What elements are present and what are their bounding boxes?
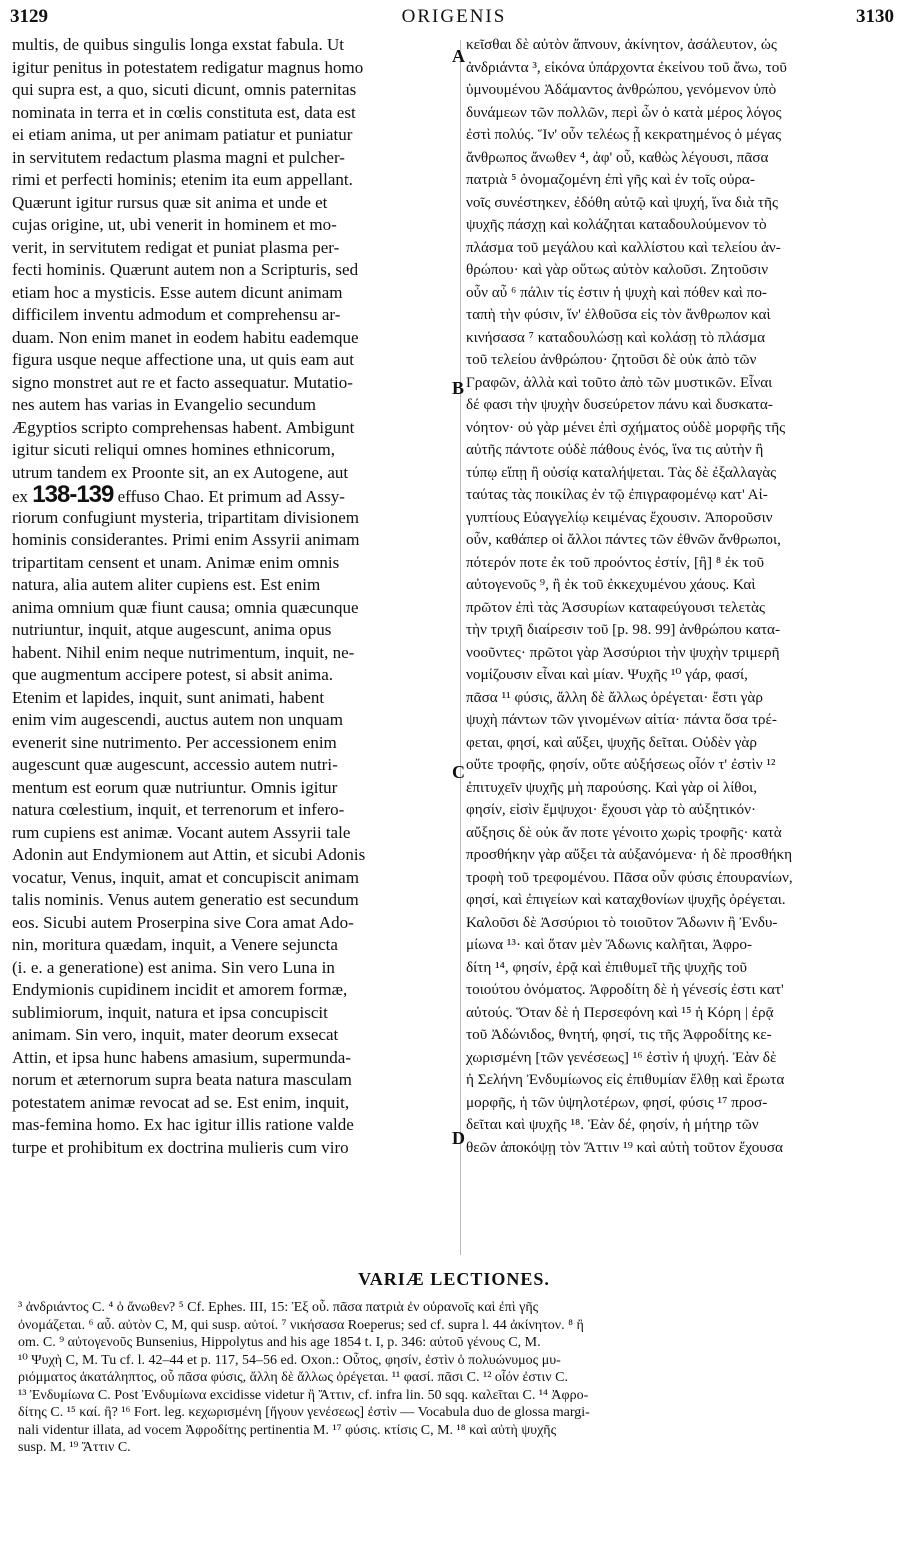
text-line: cujas origine, ut, ubi venerit in hominem et mo- [12,215,337,234]
text-line: ³ ἀνδριάντος C. ⁴ ὁ ἄνωθεν? ⁵ Cf. Ephes. III, 15: Ἐξ οὗ. πᾶσα πατριὰ ἐν οὐρανοῖς καὶ ἐπὶ γῆς [18,1300,539,1315]
text-line: ὀνομάζεται. ⁶ αὖ. αὐτὸν C, M, qui susp. αὐτοί. ⁷ νικήσασα Roeperus; sed cf. supra l. 44 ἀκίνητον. ⁸ ἢ [18,1317,584,1333]
text-line: animam. Sin vero, inquit, mater deorum exsecat [12,1025,339,1044]
text-line: que augmentum accipere potest, si absit anima. [12,665,334,684]
text-line: νοοῦντες· πρῶτοι γὰρ Ἀσσύριοι τὴν ψυχὴν τριμερῆ [466,643,780,661]
text-line: figura usque neque affectione una, ut quis eam aut [12,350,354,369]
text-line: ἡ Σελήνη Ἐνδυμίωνος εἰς ἐπιθυμίαν ἔλθῃ καὶ ἔρωτα [466,1071,785,1088]
text-line: ταύτας τὰς ποικίλας ἐν τῷ ἐπιγραφομένῳ κατ' Αἰ- [466,486,768,503]
text-line: ἄνθρωπος ἄνωθεν ⁴, ἀφ' οὗ, καθὼς λέγουσι, πᾶσα [466,148,769,166]
text-line: Quærunt igitur rursus quæ sit anima et unde et [12,192,328,212]
text-line: augescunt quæ augescunt, accessio autem nutri- [12,755,338,774]
text-line: πατριὰ ⁵ ὀνομαζομένη ἐπὶ γῆς καὶ ἐν τοῖς οὐρα- [466,171,755,188]
left-page-number: 3129 [10,6,48,27]
text-line: signo monstret aut re et facto assequatur. Mutatio- [12,372,353,392]
text-line: ἐστὶ πολύς. Ἵν' οὖν τελέως ᾖ κεκρατημένος ὁ μέγας [466,126,782,143]
text-line: ὑμνουμένου Ἀδάμαντος ἀνθρώπου, γενόμενον ὑπὸ [466,81,777,98]
text-line: τὴν τριχῆ διαίρεσιν τοῦ [p. 98. 99] ἀνθρώπου κατα- [466,621,781,638]
notes-title: VARIÆ LECTIONES. [358,1269,550,1289]
text-line: nin, moritura quædam, inquit, a Venere sejuncta [12,935,338,954]
section-marker-b: B [452,378,465,398]
text-line: (i. e. a generatione) est anima. Sin vero Luna in [12,957,335,977]
text-line: anima omnium quæ fiunt causa; omnia quæcunque [12,597,359,617]
text-line: Γραφῶν, ἀλλὰ καὶ τοῦτο ἀπὸ τῶν μυστικῶν. Εἶναι [466,373,773,391]
text-line: θεῶν ἀποκόψῃ τὸν Ἄττιν ¹⁹ καὶ αὐτὴ τοῦτον ἔχουσα [466,1138,783,1156]
text-line: tripartitam censent et unam. Animæ enim omnis [12,552,340,572]
text-line: δίτης C. ¹⁵ καί. ἢ? ¹⁶ Fort. leg. κεχωρισμένη [ἤγουν γενέσεως] ἐστὶν — Vocabula duo de glossa margi- [18,1405,590,1420]
text-line: θρώπου· καὶ γὰρ οὕτως αὐτὸν καλοῦσι. Ζητοῦσιν [466,261,769,278]
text-line: rum cupiens est animæ. Vocant autem Assyrii tale [12,822,351,842]
text-line: natura, alia autem aliter cupiens est. Est enim [12,575,321,594]
text-line: γυπτίους Εὐαγγελίῳ κειμένας ἔχουσιν. Ἀποροῦσιν [466,508,773,526]
text-line: αὐτογενοῦς ⁹, ἢ ἐκ τοῦ ἐκκεχυμένου χάους. Καὶ [466,576,756,593]
text-line: nes autem has varias in Evangelio secundum [12,395,317,414]
text-line: πᾶσα ¹¹ φύσις, ἄλλη δὲ ἄλλως ὀρέγεται· ἔστι γὰρ [466,688,763,706]
text-line: οὔτε τροφῆς, φησίν, οὔτε αὐξήσεως οἷόν τ' ἐστὶν ¹² [466,756,776,773]
text-line: ψυχὴ πάντων τῶν γινομένων αἰτία· πάντα ὅσα τρέ- [466,711,777,728]
text-line: duam. Non enim manet in eodem habitu eademque [12,327,359,347]
text-line: natura cœlestium, inquit, et terrenorum et infero- [12,800,345,819]
text-line: νόητον· οὐ γὰρ μένει ἐπὶ σχήματος οὐδὲ μορφῆς τῆς [466,418,786,436]
text-line: utrum tandem ex Proonte sit, an ex Autogene, aut [12,462,349,482]
text-line: δέ φασι τὴν ψυχὴν δυσεύρετον πάνυ καὶ δυσκατα- [466,396,773,413]
text-line: Endymionis cupidinem incidit et amorem formæ, [12,980,348,999]
text-line: ἐπιτυχεῖν ψυχῆς μὴ παρούσης. Καὶ γὰρ οἱ λίθοι, [466,778,758,796]
text-line: νομίζουσιν εἶναι καὶ μίαν. Ψυχῆς ¹⁰ γάρ, φασί, [466,666,748,683]
ex-word: ex [12,487,29,506]
text-line: in servitutem redactum plasma magni et pulcher- [12,147,345,167]
text-line: multis, de quibus singulis longa exstat fabula. Ut [12,35,344,54]
text-line: norum et æternorum supra beata natura masculam [12,1070,352,1089]
text-line: igitur penitus in potestatem redigatur magnus homo [12,57,364,77]
text-line: enim vim augescendi, auctus autem non unquam [12,710,343,729]
text-line: νοῖς συνέστηκεν, ἐδόθη αὐτῷ καὶ ψυχή, ἵνα διὰ τῆς [466,193,778,211]
text-line: πλάσμα τοῦ μεγάλου καὶ καλλίστου καὶ τελείου ἀν- [466,238,781,256]
text-line: μίωνα ¹³· καὶ ὅταν μὲν Ἄδωνις καλῆται, Ἀφρο- [466,936,753,953]
text-line: mentum est eorum quæ nutriuntur. Omnis igitur [12,777,338,797]
text-line: nutriuntur, inquit, atque augescunt, anima opus [12,620,332,639]
text-line: οὖν αὖ ⁶ πάλιν τίς ἐστιν ἡ ψυχὴ καὶ πόθεν καὶ πο- [466,283,767,301]
text-line: vocatur, Venus, inquit, amat et concupiscit animam [12,867,359,887]
text-line: hominis considerantes. Primi enim Assyrii animam [12,530,360,549]
variant-readings [18,1299,898,1457]
text-line: δίτη ¹⁴, φησίν, ἐρᾷ καὶ ἐπιθυμεῖ τῆς ψυχῆς τοῦ [466,958,747,976]
greek-column [466,34,898,1159]
text-line: eos. Sicubi autem Proserpina sive Cora amat Ado- [12,912,354,932]
text-line: potestatem animæ revocat ad se. Est enim, inquit, [12,1092,350,1112]
text-line: rimi et perfecti hominis; etenim ita eum appellant. [12,170,353,189]
text-line: ¹⁰ Ψυχὴ C, M. Tu cf. l. 42–44 et p. 117, 54–56 ed. Oxon.: Οὗτος, φησίν, ἐστὶν ὁ πολυώνυμος μυ- [18,1352,561,1368]
latin-column [12,34,452,1159]
text-line: qui supra est, a quo, sicuti dicunt, omnis paternitas [12,80,357,99]
text-line: πρῶτον ἐπὶ τὰς Ἀσσυρίων καταφεύγουσι τελετὰς [466,598,765,616]
text-line: Attin, et ipsa hunc habens amasium, supermunda- [12,1047,351,1067]
text-line-content: effuso Chao. Et primum ad Assy- [117,487,345,506]
running-title: ORIGENIS [401,6,507,27]
text-line: ριόμματος ἀκατάληπτος, οὗ πᾶσα φύσις, ἄλλη δὲ ἄλλως ὀρέγεται. ¹¹ φασί. πᾶσι C. ¹² οἷόν ἐστιν C. [18,1370,568,1385]
text-line: Etenim et lapides, inquit, sunt animati, habent [12,687,325,707]
text-line: τροφὴ τοῦ τρεφομένου. Πᾶσα οὖν φύσις ἐπουρανίων, [466,868,793,886]
text-line: ταπὴ τὴν φύσιν, ἵν' ἐλθοῦσα εἰς τὸν ἄνθρωπον καὶ [466,306,771,323]
text-line: μορφῆς, ἡ τῶν ὑψηλοτέρων, φησί, φύσις ¹⁷ προσ- [466,1093,768,1111]
text-line: τοιούτου ὀνόματος. Ἀφροδίτη δὲ ἡ γένεσίς ἐστι κατ' [466,981,784,998]
text-line: οὖν, καθάπερ οἱ ἄλλοι πάντες τῶν ἐθνῶν ἄνθρωποι, [466,531,781,548]
text-line: turpe et prohibitum ex doctrina mulieris cum viro [12,1137,349,1157]
text-line: τύπῳ εἴπῃ ἢ οὐσίᾳ καταλήψεται. Τὰς δὲ ἐξαλλαγὰς [466,463,777,481]
text-line: αὐτῆς πάντοτε οὐδὲ πάθους ἑνός, ἵνα τις αὐτὴν ἢ [466,441,764,458]
text-line [12,484,452,507]
text-line: Καλοῦσι δὲ Ἀσσύριοι τὸ τοιοῦτον Ἄδωνιν ἢ Ἐνδυ- [466,913,778,931]
text-line: αὐτούς. Ὅταν δὲ ἡ Περσεφόνη καὶ ¹⁵ ἡ Κόρη | ἐρᾷ [466,1003,774,1021]
text-line: talis nominis. Venus autem generatio est secundum [12,890,359,909]
text-line: verit, in servitutem redigat et puniat plasma per- [12,237,340,257]
section-marker-a: A [452,46,465,66]
text-line: nali videntur illata, ad vocem Ἀφροδίτης pertinentia M. ¹⁷ φύσις. κτίσις C, M. ¹⁸ καὶ αὐτὴ ψυχῆς [18,1422,557,1438]
text-line: habent. Nihil enim neque nutrimentum, inquit, ne- [12,642,355,662]
text-line: ei etiam anima, ut per animam patiatur et puniatur [12,125,353,144]
text-line: Adonin aut Endymionem aut Attin, et sicubi Adonis [12,845,366,864]
text-line: Ægyptios scripto comprehensas habent. Ambigunt [12,417,355,437]
right-page-number: 3130 [856,6,894,27]
text-line: etiam hoc a mysticis. Esse autem dicunt animam [12,282,343,302]
section-marker-d: D [452,1128,465,1148]
text-line: fecti hominis. Quærunt autem non a Scripturis, sed [12,260,359,279]
text-line: ψυχῆς πάσχῃ καὶ κολάζηται καταδουλούμενον τὸ [466,216,767,233]
text-line: om. C. ⁹ αὐτογενοῦς Bunsenius, Hippolytus and his age 1854 t. I, p. 346: αὐτοῦ γένους C, M. [18,1335,541,1350]
text-line: αὔξησις δὲ οὐκ ἄν ποτε γένοιτο χωρὶς τροφῆς· κατὰ [466,823,782,841]
text-line: susp. M. ¹⁹ Ἄττιν C. [18,1440,131,1455]
text-line: φεται, φησί, καὶ αὔξει, ψυχῆς δεῖται. Οὐδὲν γὰρ [466,733,757,751]
text-line: mas-femina homo. Ex hac igitur illis ratione valde [12,1115,354,1134]
text-line: χωρισμένη [τῶν γενέσεως] ¹⁶ ἐστὶν ἡ ψυχή. Ἐὰν δὲ [466,1048,777,1066]
text-line: πότερόν ποτε ἐκ τοῦ προόντος ἐστίν, [ἢ] ⁸ ἐκ τοῦ [466,553,764,571]
text-line: φησίν, εἰσὶν ἔμψυχοι· ἔχουσι γὰρ τὸ αὐξητικόν· [466,801,757,818]
text-line: τοῦ τελείου ἀνθρώπου· ζητοῦσι δὲ οὐκ ἀπὸ τῶν [466,351,757,368]
text-line: difficilem inventu admodum et comprehensu ar- [12,305,341,324]
text-line: ¹³ Ἐνδυμίωνα C. Post Ἐνδυμίωνα excidisse videtur ἢ Ἄττιν, cf. infra lin. 50 sqq. καλεῖται C. ¹⁴ Ἀφρο- [18,1387,589,1403]
text-line: evenerit sine nutrimento. Per accessionem enim [12,732,337,752]
text-line: nominata in terra et in cœlis constituta est, data est [12,102,356,122]
section-marker-c: C [452,762,465,782]
text-line: τοῦ Ἀδώνιδος, θνητή, φησί, τις τῆς Ἀφροδίτης κε- [466,1026,772,1043]
column-number: 138-139 [32,484,114,507]
text-line: δυνάμεων τῶν πολλῶν, περὶ ὧν ὁ κατὰ μέρος λόγος [466,103,782,121]
text-line: riorum confugiunt mysteria, tripartitam divisionem [12,507,360,527]
column-divider [460,40,461,1255]
text-line: sublimiorum, inquit, natura et ipsa concupiscit [12,1002,328,1022]
text-line: κεῖσθαι δὲ αὐτὸν ἄπνουν, ἀκίνητον, ἀσάλευτον, ὡς [466,36,777,53]
text-line: igitur sicuti reliqui omnes homines ethnicorum, [12,440,335,459]
text-line: φησί, καὶ ἐπιγείων καὶ καταχθονίων ψυχῆς ὀρέγεται. [466,891,786,908]
text-line: προσθήκην γὰρ αὔξει τὰ αὐξανόμενα· ἡ δὲ προσθήκη [466,846,793,863]
text-line: κινήσασα ⁷ καταδουλώσῃ καὶ κολάσῃ τὸ πλάσμα [466,328,766,346]
text-line: δεῖται καὶ ψυχῆς ¹⁸. Ἐὰν δέ, φησίν, ἡ μήτηρ τῶν [466,1116,759,1133]
text-line: ἀνδριάντα ³, εἰκόνα ὑπάρχοντα ἐκείνου τοῦ ἄνω, τοῦ [466,58,787,76]
